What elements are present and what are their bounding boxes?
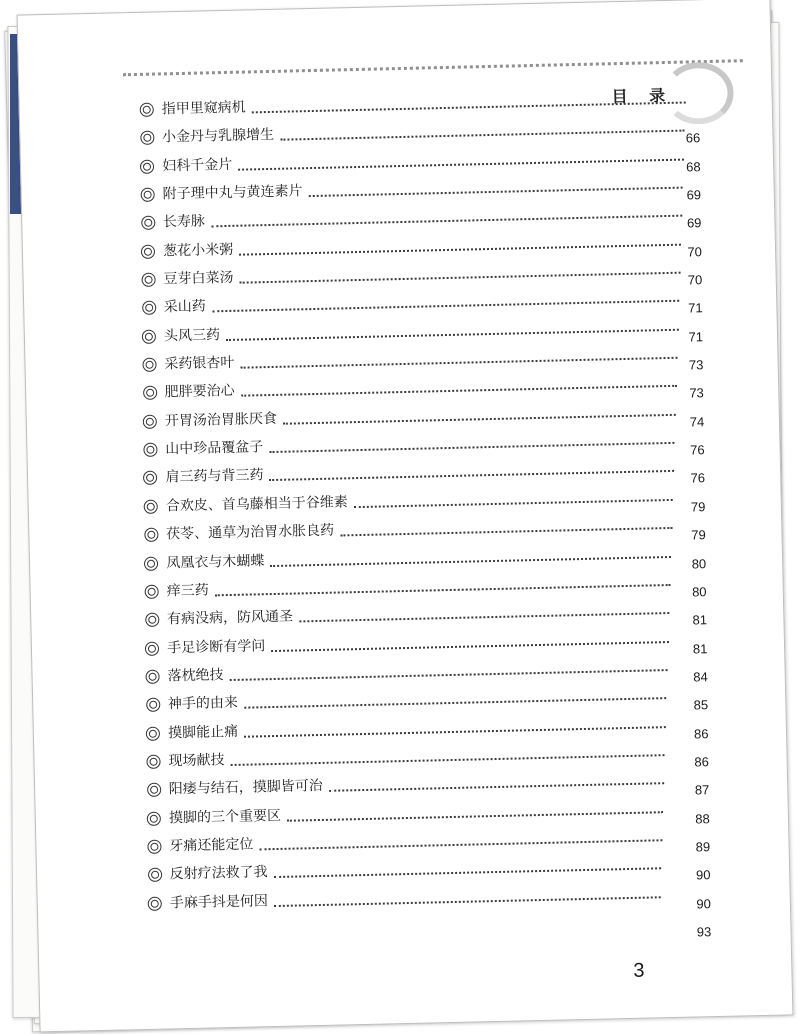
toc-page-number: 69 (686, 187, 702, 203)
bullet-circle-icon (148, 896, 162, 910)
toc-page-number: 81 (692, 612, 708, 628)
dot-leader (211, 215, 682, 228)
dot-leader (212, 300, 680, 313)
toc-entry-title: 小金丹与乳腺增生 (161, 127, 275, 146)
bullet-circle-icon (144, 499, 158, 513)
toc-entry-title: 茯苓、通草为治胃水胀良药 (165, 522, 335, 543)
dot-leader (252, 102, 686, 114)
dot-leader (240, 357, 677, 369)
dot-leader (269, 442, 675, 453)
bullet-circle-icon (142, 358, 156, 372)
dot-leader (231, 754, 665, 766)
toc-entry-title: 肥胖要治心 (164, 383, 235, 401)
toc-page-number: 80 (691, 584, 707, 600)
bullet-circle-icon (146, 726, 160, 740)
dot-leader (230, 669, 668, 681)
toc-page-number: 71 (687, 300, 703, 316)
dot-leader (274, 868, 662, 879)
toc-page-number: 90 (696, 895, 712, 912)
dot-leader (240, 272, 681, 284)
dot-leader (241, 385, 677, 397)
toc-entry-title: 肩三药与背三药 (165, 467, 264, 486)
toc-entry-title: 采山药 (163, 298, 206, 316)
toc-entry-title: 手麻手抖是何因 (169, 892, 269, 912)
bullet-circle-icon (146, 755, 160, 769)
toc-entry-title: 凤凰衣与木蝴蝶 (166, 552, 265, 571)
bullet-circle-icon (144, 528, 158, 542)
dot-leader (340, 527, 672, 537)
dot-leader (238, 158, 684, 170)
toc-page-number: 76 (690, 470, 706, 486)
toc-entry-title: 落枕绝技 (167, 667, 224, 685)
dot-leader (270, 555, 671, 566)
dot-leader (354, 499, 673, 508)
bullet-circle-icon (145, 584, 159, 598)
dot-leader (215, 584, 671, 596)
bullet-circle-icon (147, 840, 161, 854)
toc-page-number: 71 (688, 328, 704, 345)
dot-leader (271, 641, 668, 652)
toc-entry-title: 摸脚的三个重要区 (168, 807, 282, 827)
toc-entry-title: 开胃汤治胃胀厌食 (164, 410, 278, 430)
toc-page-number: 84 (693, 669, 708, 685)
bullet-circle-icon (144, 556, 158, 570)
dot-leader (283, 414, 676, 425)
bullet-circle-icon (140, 188, 154, 202)
toc-page-number: 73 (688, 357, 704, 373)
bullet-circle-icon (140, 131, 154, 145)
toc-entry-title: 神手的由来 (167, 695, 239, 713)
dot-leader (259, 839, 662, 850)
dot-leader (239, 243, 681, 255)
header-divider (123, 59, 743, 76)
bullet-circle-icon (148, 868, 162, 882)
toc-page-number: 70 (687, 272, 703, 288)
toc-entry-title: 妇科千金片 (162, 156, 233, 175)
bullet-circle-icon (147, 783, 161, 797)
dot-leader (299, 612, 669, 622)
toc-page-number: 89 (695, 839, 711, 855)
toc-entry-title: 长寿脉 (162, 213, 206, 231)
bullet-circle-icon (142, 329, 156, 343)
toc-page-number: 74 (689, 413, 705, 430)
dot-leader (226, 328, 678, 340)
toc-page-number: 85 (693, 697, 709, 713)
toc-page-number: 93 (696, 924, 712, 940)
bullet-circle-icon (143, 443, 157, 457)
dot-leader (244, 697, 667, 709)
bullet-circle-icon (147, 811, 161, 825)
table-of-contents (139, 86, 718, 949)
toc-page-number: 86 (694, 754, 710, 770)
toc-page-number: 81 (692, 640, 708, 657)
bullet-circle-icon (143, 386, 157, 400)
toc-entry-title: 牙痛还能定位 (169, 836, 254, 855)
toc-entry-title: 手足诊断有学问 (167, 637, 266, 656)
toc-page-number: 86 (693, 725, 709, 742)
toc-entry-title: 现场献技 (168, 752, 225, 770)
toc-page-number: 73 (689, 385, 704, 401)
page-number: 3 (633, 959, 645, 982)
toc-page (17, 0, 794, 1032)
toc-entry-title: 摸脚能止痛 (168, 723, 239, 741)
bullet-circle-icon (146, 698, 160, 712)
bullet-circle-icon (141, 216, 155, 230)
toc-entry-title: 指甲里窥病机 (161, 99, 246, 118)
toc-entry-title: 附子理中丸与黄连素片 (162, 183, 303, 203)
bullet-circle-icon (145, 641, 159, 655)
bullet-circle-icon (140, 103, 154, 117)
toc-page-number: 69 (686, 215, 702, 231)
toc-page-number: 80 (691, 555, 707, 572)
bullet-circle-icon (141, 244, 155, 258)
toc-page-number: 70 (687, 243, 703, 260)
toc-entry-title: 有病没病，防风通圣 (166, 608, 294, 628)
dot-leader (274, 896, 660, 907)
toc-entry-title: 采药银杏叶 (164, 354, 235, 373)
toc-entry-title: 头风三药 (163, 326, 221, 345)
bullet-circle-icon (142, 301, 156, 315)
dot-leader (329, 782, 664, 792)
toc-page-number: 88 (695, 810, 710, 827)
toc-entry-title: 葱花小米粥 (163, 241, 234, 260)
toc-page-number: 66 (685, 130, 701, 146)
toc-page-number: 76 (689, 442, 705, 458)
dot-leader (287, 811, 663, 822)
dot-leader (280, 130, 685, 141)
toc-page-number: 79 (691, 527, 706, 543)
dot-leader (270, 470, 674, 481)
toc-entry-title: 阳痿与结石，摸脚皆可治 (168, 778, 323, 798)
bullet-circle-icon (141, 273, 155, 287)
toc-page-number: 90 (695, 867, 711, 883)
toc-page-number: 79 (690, 498, 706, 515)
bullet-circle-icon (145, 613, 159, 627)
bullet-circle-icon (143, 414, 157, 428)
bullet-circle-icon (140, 159, 154, 173)
dot-leader (244, 726, 666, 738)
toc-entry-title: 痒三药 (166, 582, 209, 600)
bullet-circle-icon (145, 669, 159, 683)
bullet-circle-icon (143, 471, 157, 485)
toc-entry-title: 山中珍品覆盆子 (165, 439, 264, 458)
page-title: 目 录 (611, 85, 674, 107)
toc-page-number: 68 (686, 158, 701, 175)
toc-entry-title: 豆芽白菜汤 (163, 269, 234, 288)
toc-entry-title: 合欢皮、首乌藤相当于谷维素 (165, 494, 348, 515)
toc-entry-title: 反射疗法救了我 (169, 864, 268, 883)
dot-leader (309, 187, 683, 197)
toc-page-number: 87 (694, 782, 710, 798)
